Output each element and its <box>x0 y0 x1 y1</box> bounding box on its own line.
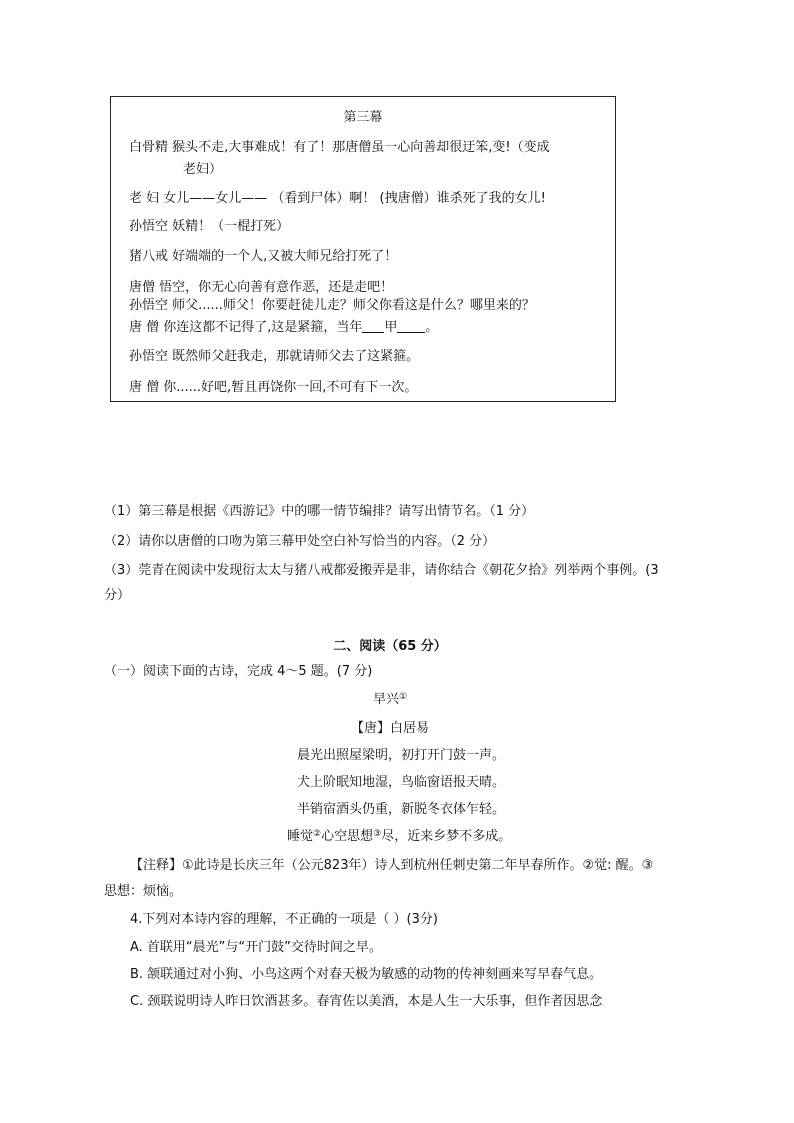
question-4-option-b: B. 颔联通过对小狗、小鸟这两个对春天极为敏感的动物的传神刻画来写早春气息。 <box>130 967 603 982</box>
poem-line-3: 半销宿酒头仍重，新脱冬衣体乍轻。 <box>297 802 506 817</box>
question-3: （3）莞青在阅读中发现衍太太与猪八戒都爱搬弄是非，请你结合《朝花夕拾》列举两个事例。(3 <box>104 563 659 578</box>
question-4-option-c: C. 颈联说明诗人昨日饮酒甚多。春宵佐以美酒，本是人生一大乐事，但作者因思念 <box>130 994 603 1009</box>
poem-line-4: 睡觉②心空思想③尽，近来乡梦不多成。 <box>287 829 512 844</box>
question-1: （1）第三幕是根据《西游记》中的哪一情节编排？请写出情节名。（1 分） <box>104 504 535 519</box>
question-2: （2）请你以唐僧的口吻为第三幕甲处空白补写恰当的内容。（2 分） <box>104 534 496 549</box>
question-4-option-a: A. 首联用“晨光”与“开门鼓”交待时间之早。 <box>130 940 382 955</box>
section-heading: 二、阅读（65 分） <box>333 639 447 654</box>
poem-line-1: 晨光出照屋梁明，初打开门鼓一声。 <box>297 748 506 763</box>
script-line-tangseng-2: 唐 僧 你连这都不记得了,这是紧箍，当年 甲 。 <box>129 320 439 335</box>
poem-title: 早兴① <box>372 692 408 707</box>
script-line-baigujing: 白骨精 猴头不走,大事难成！有了！那唐僧虽一心向善却很迂笨,变!（变成 <box>129 140 550 155</box>
poem-notes: 【注释】①此诗是长庆三年（公元823年）诗人到杭州任刺史第二年早春所作。②觉: 醒。③ <box>130 858 654 873</box>
poem-notes-cont: 思想：烦恼。 <box>104 884 183 899</box>
script-line-sunwukong-3: 孙悟空 既然师父赶我走，那就请师父去了这紧箍。 <box>129 349 420 364</box>
script-line-zhubajie: 猪八戒 好端端的一个人,又被大师兄给打死了！ <box>129 249 398 264</box>
blank-jia: 甲 <box>384 320 398 335</box>
script-line-sunwukong-2: 孙悟空 师父......师父！你要赶徒儿走？师父你看这是什么？哪里来的？ <box>129 298 535 313</box>
script-line-baigujing-cont: 老妇） <box>183 162 223 177</box>
section-subheading: （一）阅读下面的古诗，完成 4～5 题。(7 分) <box>104 664 373 679</box>
script-line-sunwukong-1: 孙悟空 妖精！（一棍打死） <box>129 219 290 234</box>
answer-blank <box>362 320 384 333</box>
question-3-cont: 分） <box>104 588 131 603</box>
poem-author: 【唐】白居易 <box>350 721 429 736</box>
answer-blank <box>397 320 425 333</box>
script-line-laofu: 老 妇 女儿——女儿—— （看到尸体）啊！ (拽唐僧）谁杀死了我的女儿! <box>129 191 546 206</box>
poem-line-2: 犬上阶眠知地湿，鸟临窗语报天晴。 <box>297 775 506 790</box>
script-line-tangseng-1: 唐僧 悟空，你无心向善有意作恶，还是走吧！ <box>129 280 394 295</box>
question-4-stem: 4.下列对本诗内容的理解，不正确的一项是（ ）(3分) <box>130 912 438 927</box>
act-title: 第三幕 <box>343 110 383 125</box>
script-line-tangseng-3: 唐 僧 你......好吧,暂且再饶你一回,不可有下一次。 <box>129 380 418 395</box>
